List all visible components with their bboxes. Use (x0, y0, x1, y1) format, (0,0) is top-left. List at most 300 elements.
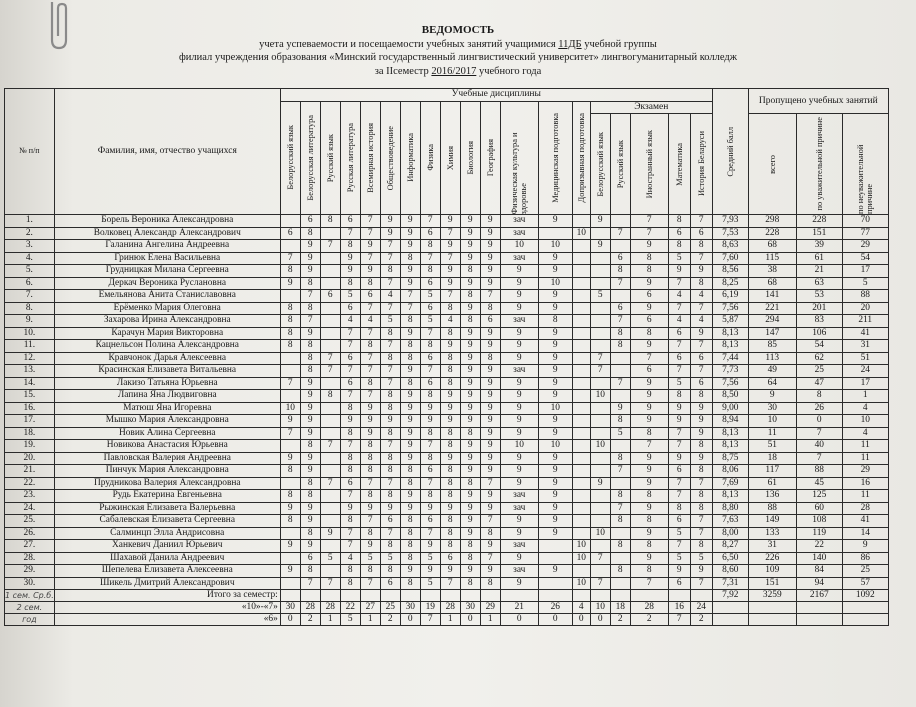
missed-hours-cell: 40 (796, 440, 842, 453)
grade-cell: зач (500, 315, 538, 328)
count-low-grades-row (5, 614, 889, 626)
grade-cell: 8 (400, 465, 420, 478)
exam-grade-cell: 9 (630, 277, 668, 290)
exam-grade-cell: 9 (668, 265, 690, 278)
missed-hours-cell: 11 (748, 427, 796, 440)
count-cell: 21 (500, 602, 538, 614)
exam-grade-cell: 5 (668, 527, 690, 540)
grade-cell (572, 515, 590, 528)
grade-cell: зач (500, 540, 538, 553)
grade-cell: 7 (380, 440, 400, 453)
exam-grade-cell: 8 (630, 252, 668, 265)
exam-grade-cell: 7 (590, 552, 610, 565)
grade-cell: 9 (500, 415, 538, 428)
exam-grade-cell (590, 277, 610, 290)
grade-cell: 9 (500, 377, 538, 390)
grade-cell: 9 (460, 452, 480, 465)
grade-cell: 8 (280, 327, 300, 340)
grade-cell: 7 (380, 240, 400, 253)
missed-hours-cell: 21 (796, 265, 842, 278)
exam-grade-cell: 10 (590, 390, 610, 403)
group-number: 11ДБ (558, 38, 582, 50)
grade-cell: 9 (500, 265, 538, 278)
grade-cell: 9 (538, 252, 572, 265)
count-high-grades-row (5, 602, 889, 614)
grade-cell: 9 (380, 502, 400, 515)
exam-grade-cell: 9 (630, 477, 668, 490)
grade-cell (572, 215, 590, 228)
exam-grade-cell (590, 565, 610, 578)
grade-cell: 9 (440, 565, 460, 578)
exam-grade-cell: 4 (690, 290, 712, 303)
exam-grade-cell: 8 (630, 565, 668, 578)
grade-cell: 9 (300, 377, 320, 390)
grade-cell: 9 (300, 465, 320, 478)
grade-cell: 9 (480, 565, 500, 578)
student-name: Кравчонок Дарья Алексеевна (54, 352, 280, 365)
missed-hours-cell: 140 (796, 552, 842, 565)
grade-cell: 6 (480, 315, 500, 328)
student-name: Рыжинская Елизавета Валерьевна (54, 502, 280, 515)
exam-grade-cell: 7 (690, 477, 712, 490)
grade-cell: 6 (380, 577, 400, 590)
exam-grade-cell: 9 (630, 415, 668, 428)
row-number: 12. (5, 352, 55, 365)
grade-cell: 9 (460, 352, 480, 365)
grade-cell: 8 (320, 215, 340, 228)
disciplines-group-header: Учебные дисциплины (280, 89, 712, 102)
grade-cell: 9 (480, 427, 500, 440)
grade-cell: 8 (300, 477, 320, 490)
grade-cell: 8 (460, 290, 480, 303)
student-name: Сабалевская Елизавета Сергеевна (54, 515, 280, 528)
grade-cell: 9 (340, 265, 360, 278)
average-score: 7,53 (712, 227, 748, 240)
grade-cell: 7 (440, 290, 460, 303)
grade-cell (320, 340, 340, 353)
exam-grade-cell: 8 (610, 452, 630, 465)
grade-cell: 8 (380, 465, 400, 478)
missed-hours-cell: 201 (796, 302, 842, 315)
missed-hours-cell: 7 (796, 427, 842, 440)
exam-grade-cell: 9 (690, 415, 712, 428)
grade-cell (572, 365, 590, 378)
grade-cell (280, 390, 300, 403)
grade-cell: 9 (440, 390, 460, 403)
grade-cell (572, 352, 590, 365)
exam-grade-cell: 7 (610, 465, 630, 478)
exam-grade-cell (590, 302, 610, 315)
exam-grade-cell (610, 290, 630, 303)
missed-hours-cell: 85 (748, 340, 796, 353)
student-name: Деркач Вероника Руслановна (54, 277, 280, 290)
average-score: 8,13 (712, 327, 748, 340)
grade-cell: 4 (340, 552, 360, 565)
missed-hours-cell: 18 (748, 452, 796, 465)
grade-cell: 9 (538, 327, 572, 340)
exam-grade-cell: 9 (690, 265, 712, 278)
count-cell: 30 (280, 602, 300, 614)
count-cell: 4 (572, 602, 590, 614)
grade-cell: 8 (420, 340, 440, 353)
missed-hours-cell: 228 (748, 227, 796, 240)
grade-cell: 9 (500, 352, 538, 365)
grade-cell: 9 (280, 565, 300, 578)
grade-cell: 7 (440, 577, 460, 590)
missed-hours-cell: 136 (748, 490, 796, 503)
grade-cell: 8 (380, 402, 400, 415)
exam-grade-cell: 6 (630, 315, 668, 328)
empty-cell (300, 590, 320, 602)
student-name: Мышко Мария Александровна (54, 415, 280, 428)
grade-cell: 9 (360, 427, 380, 440)
grade-cell: 9 (538, 427, 572, 440)
exam-grade-cell: 7 (668, 540, 690, 553)
grade-cell: 9 (480, 327, 500, 340)
grade-cell: 8 (300, 527, 320, 540)
grade-cell: 9 (500, 427, 538, 440)
grade-cell: 9 (460, 215, 480, 228)
grade-cell: 10 (280, 402, 300, 415)
grade-cell: 7 (400, 302, 420, 315)
grade-cell: 9 (500, 477, 538, 490)
exam-grade-cell: 7 (630, 227, 668, 240)
student-name: Шахавой Данила Андреевич (54, 552, 280, 565)
grade-cell: 8 (440, 527, 460, 540)
exam-grade-cell: 7 (590, 365, 610, 378)
exam-grade-cell: 9 (590, 215, 610, 228)
exam-grade-cell: 9 (630, 390, 668, 403)
exam-grade-cell: 6 (610, 302, 630, 315)
exam-subject-header: Русский язык (610, 114, 630, 215)
exam-grade-cell (610, 527, 630, 540)
grades-table (4, 88, 889, 626)
grade-cell: 8 (440, 327, 460, 340)
grade-cell (572, 277, 590, 290)
exam-grade-cell: 9 (630, 465, 668, 478)
grade-cell (538, 552, 572, 565)
missed-hours-cell: 109 (748, 565, 796, 578)
missed-hours-cell: 41 (842, 515, 888, 528)
exam-grade-cell: 6 (630, 365, 668, 378)
grade-cell: 8 (340, 565, 360, 578)
grade-cell: 10 (572, 577, 590, 590)
grade-cell: 8 (400, 577, 420, 590)
grade-cell: 7 (440, 227, 460, 240)
count-cell: 29 (480, 602, 500, 614)
grade-cell: 7 (340, 527, 360, 540)
subject-header: Биология (460, 101, 480, 215)
grade-cell (320, 540, 340, 553)
header-line-2: филиал учреждения образования «Минский государственный лингвистический университет» лингвогуманитарный колледж (179, 52, 737, 63)
grade-cell: 9 (400, 215, 420, 228)
missed-hours-cell: 28 (842, 502, 888, 515)
empty-cell (842, 602, 888, 614)
grade-cell: 8 (380, 490, 400, 503)
exam-grade-cell (590, 377, 610, 390)
grade-cell: 9 (300, 402, 320, 415)
grade-cell: 8 (380, 565, 400, 578)
row-number: 8. (5, 302, 55, 315)
grade-cell: 9 (460, 240, 480, 253)
exam-grade-cell: 8 (690, 440, 712, 453)
empty-cell (500, 590, 538, 602)
grade-cell: 9 (500, 515, 538, 528)
grade-cell: 9 (420, 415, 440, 428)
table-row (5, 477, 889, 490)
average-score: 9,00 (712, 402, 748, 415)
handwritten-note: 2 сем. (5, 602, 55, 614)
grade-cell: 7 (360, 327, 380, 340)
grade-cell (320, 265, 340, 278)
row-number: 1. (5, 215, 55, 228)
grade-cell: 9 (460, 415, 480, 428)
exam-grade-cell: 7 (630, 577, 668, 590)
grade-cell: 7 (320, 477, 340, 490)
average-score: 8,60 (712, 565, 748, 578)
empty-cell (610, 590, 630, 602)
exam-grade-cell: 9 (690, 565, 712, 578)
grade-cell (572, 565, 590, 578)
exam-grade-cell (590, 515, 610, 528)
grade-cell: 9 (440, 415, 460, 428)
row-number: 10. (5, 327, 55, 340)
grade-cell (280, 240, 300, 253)
grade-cell (320, 277, 340, 290)
exam-grade-cell: 6 (690, 377, 712, 390)
grade-cell: 9 (300, 265, 320, 278)
missed-hours-cell: 228 (796, 215, 842, 228)
grade-cell: 9 (460, 377, 480, 390)
missed-hours-cell: 25 (796, 365, 842, 378)
exam-grade-cell (590, 427, 610, 440)
grade-cell: 8 (420, 265, 440, 278)
table-row (5, 490, 889, 503)
exam-grade-cell: 7 (610, 502, 630, 515)
grade-cell: 6 (340, 302, 360, 315)
exam-grade-cell: 7 (668, 340, 690, 353)
subject-header: Физическая культура и здоровье (500, 101, 538, 215)
handwritten-note: 1 сем. Ср.б. (5, 591, 54, 600)
table-row (5, 227, 889, 240)
missed-hours-cell: 51 (748, 440, 796, 453)
exam-grade-cell: 6 (690, 227, 712, 240)
table-row (5, 340, 889, 353)
grade-cell: 7 (360, 215, 380, 228)
grade-cell: 9 (340, 252, 360, 265)
average-score: 7,56 (712, 302, 748, 315)
row-number: 3. (5, 240, 55, 253)
grade-cell: 8 (300, 227, 320, 240)
missed-hours-cell: 125 (796, 490, 842, 503)
subject-header: Медицинская подготовка (538, 101, 572, 215)
grade-cell: 9 (538, 452, 572, 465)
grade-cell: 6 (360, 290, 380, 303)
grade-cell: 9 (440, 452, 460, 465)
missed-hours-cell: 47 (796, 377, 842, 390)
grade-cell: 8 (340, 465, 360, 478)
exam-grade-cell (590, 465, 610, 478)
student-name: Ханкевич Даниил Юрьевич (54, 540, 280, 553)
table-row (5, 427, 889, 440)
grade-cell: 9 (460, 465, 480, 478)
exam-grade-cell: 7 (690, 365, 712, 378)
grade-cell: 7 (480, 290, 500, 303)
row-number: 18. (5, 427, 55, 440)
grade-cell: 9 (538, 215, 572, 228)
grade-cell (572, 327, 590, 340)
grade-cell: 7 (420, 215, 440, 228)
average-score: 8,63 (712, 240, 748, 253)
grade-cell: 7 (320, 577, 340, 590)
exam-grade-cell: 7 (668, 477, 690, 490)
grade-cell: 8 (300, 440, 320, 453)
row-number: 26. (5, 527, 55, 540)
grade-cell: 8 (400, 540, 420, 553)
subject-header: Обществоведение (380, 101, 400, 215)
exam-grade-cell: 8 (630, 540, 668, 553)
grade-cell: 8 (440, 440, 460, 453)
grade-cell: 9 (360, 502, 380, 515)
student-name: Прудникова Валерия Александровна (54, 477, 280, 490)
count-cell: 2 (380, 614, 400, 626)
average-score: 7,60 (712, 252, 748, 265)
grade-cell: 8 (360, 452, 380, 465)
grade-cell: 9 (460, 565, 480, 578)
grade-cell: 6 (300, 552, 320, 565)
exam-grade-cell (590, 540, 610, 553)
grade-cell (280, 440, 300, 453)
grade-cell: 9 (400, 277, 420, 290)
missed-subheader: по уважительной причине (796, 114, 842, 215)
grade-cell: 7 (340, 540, 360, 553)
grade-cell (572, 440, 590, 453)
empty-cell (340, 590, 360, 602)
grade-cell: 10 (538, 277, 572, 290)
grade-cell (280, 577, 300, 590)
grade-cell: 9 (380, 415, 400, 428)
grade-cell (572, 240, 590, 253)
grade-cell: 7 (340, 327, 360, 340)
count-cell: 22 (340, 602, 360, 614)
grade-cell: 8 (380, 452, 400, 465)
exam-grade-cell (610, 577, 630, 590)
grade-cell: 7 (340, 227, 360, 240)
grade-cell: 9 (400, 365, 420, 378)
exam-grade-cell (590, 415, 610, 428)
average-score: 5,87 (712, 315, 748, 328)
grade-cell: 9 (280, 452, 300, 465)
header-line-3: за IIсеместр 2016/2017 учебного года (374, 65, 542, 77)
table-row (5, 365, 889, 378)
student-name: Лакизо Татьяна Юрьевна (54, 377, 280, 390)
grade-cell: 8 (420, 240, 440, 253)
exam-grade-cell: 8 (690, 240, 712, 253)
average-score: 8,56 (712, 265, 748, 278)
exam-grade-cell (590, 252, 610, 265)
missed-hours-cell: 294 (748, 315, 796, 328)
grade-cell: 5 (420, 315, 440, 328)
count-cell: 27 (360, 602, 380, 614)
grade-cell: 8 (300, 365, 320, 378)
row-number: 27. (5, 540, 55, 553)
grade-cell: 8 (340, 577, 360, 590)
subject-header: Русский язык (320, 101, 340, 215)
grade-cell: 8 (538, 315, 572, 328)
grade-cell: 8 (460, 577, 480, 590)
exam-grade-cell: 7 (690, 215, 712, 228)
grade-cell (572, 252, 590, 265)
grade-cell: 9 (538, 527, 572, 540)
grade-cell: 6 (380, 515, 400, 528)
grade-cell: 9 (460, 365, 480, 378)
table-row (5, 377, 889, 390)
grade-cell (320, 402, 340, 415)
exam-grade-cell: 8 (630, 490, 668, 503)
table-row (5, 277, 889, 290)
grade-cell: 9 (480, 265, 500, 278)
missed-hours-cell: 60 (796, 502, 842, 515)
student-name: Захарова Ирина Александровна (54, 315, 280, 328)
missed-hours-cell: 45 (796, 477, 842, 490)
exam-subject-header: Белорусский язык (590, 114, 610, 215)
grade-cell: 9 (300, 452, 320, 465)
exam-grade-cell: 7 (610, 315, 630, 328)
grade-cell (572, 302, 590, 315)
grade-cell: 9 (440, 402, 460, 415)
missed-hours-cell: 29 (842, 465, 888, 478)
grade-cell: 9 (538, 265, 572, 278)
table-row (5, 402, 889, 415)
grade-cell: 8 (400, 552, 420, 565)
grade-cell (280, 215, 300, 228)
total-missed-cell: 1092 (842, 590, 888, 602)
grade-cell (572, 377, 590, 390)
grade-cell: 8 (300, 277, 320, 290)
count-cell: 30 (460, 602, 480, 614)
missed-hours-cell: 4 (842, 427, 888, 440)
grade-cell: 7 (420, 527, 440, 540)
row-number: 9. (5, 315, 55, 328)
grade-cell: 9 (538, 465, 572, 478)
grade-cell (320, 565, 340, 578)
grade-cell: 9 (440, 502, 460, 515)
average-score: 7,73 (712, 365, 748, 378)
average-score: 7,69 (712, 477, 748, 490)
missed-hours-cell: 25 (842, 565, 888, 578)
grade-cell: 4 (340, 315, 360, 328)
subject-header: Информатика (400, 101, 420, 215)
grade-cell: 10 (538, 440, 572, 453)
grade-cell: 7 (340, 390, 360, 403)
student-name: Грудницкая Милана Сергеевна (54, 265, 280, 278)
grade-cell: 8 (360, 527, 380, 540)
grade-cell: 9 (538, 377, 572, 390)
exam-grade-cell: 7 (690, 340, 712, 353)
missed-hours-cell: 16 (842, 477, 888, 490)
grade-cell: 9 (460, 440, 480, 453)
grade-cell: 7 (420, 365, 440, 378)
table-row (5, 315, 889, 328)
exam-grade-cell: 7 (590, 577, 610, 590)
grade-cell: 9 (460, 402, 480, 415)
missed-hours-cell: 9 (842, 540, 888, 553)
average-score: 7,93 (712, 215, 748, 228)
subject-header: Физика (420, 101, 440, 215)
grade-cell: 9 (460, 490, 480, 503)
semester-total-label: Итого за семестр: (54, 590, 280, 602)
grade-cell: 8 (400, 352, 420, 365)
